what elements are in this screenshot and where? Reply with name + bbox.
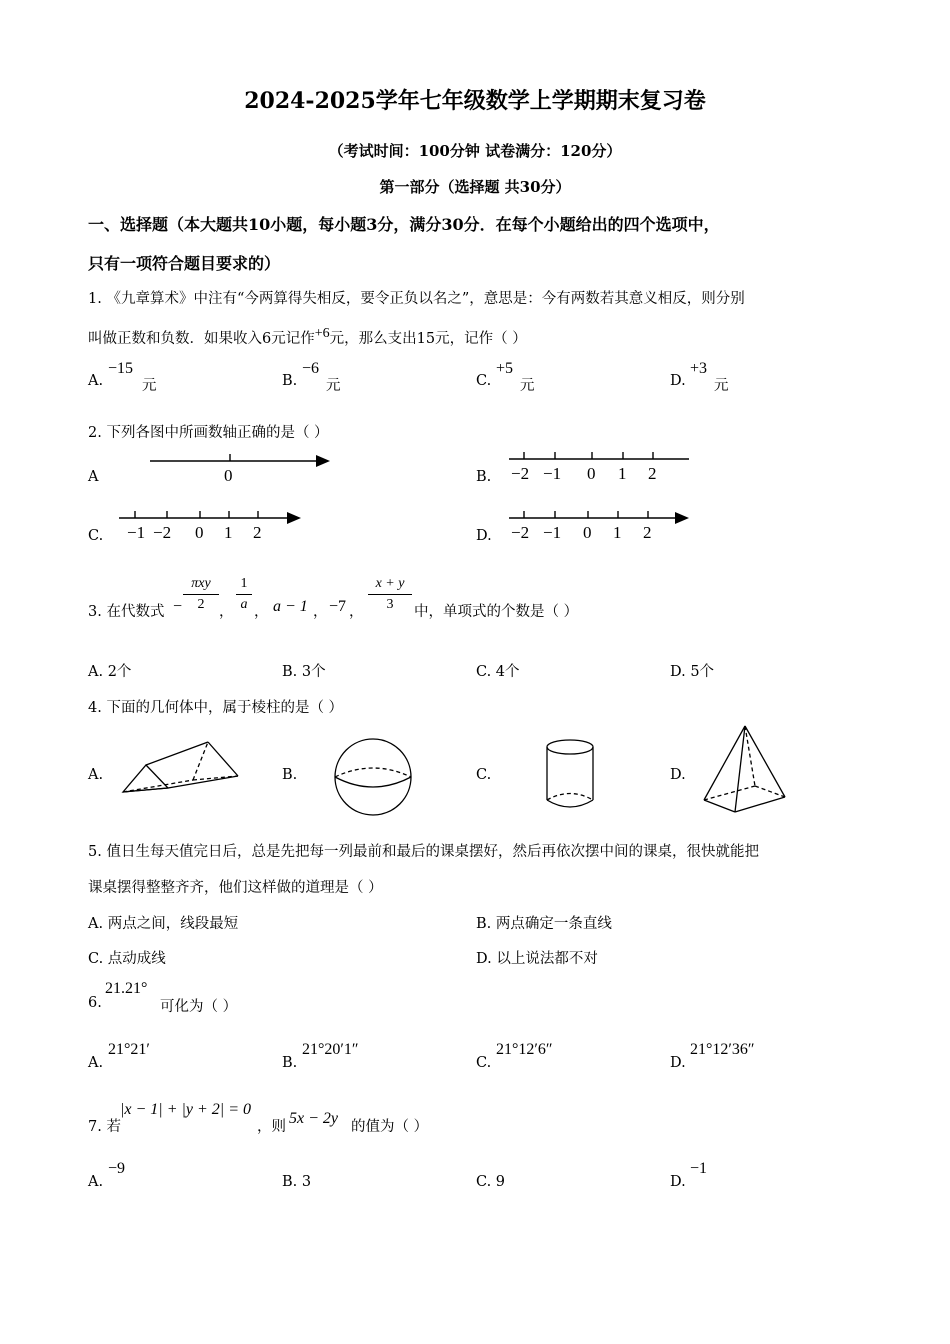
q3-option-d[interactable]: D. 5个 bbox=[670, 664, 715, 680]
exam-info: （考试时间：100分钟 试卷满分：120分） bbox=[328, 142, 622, 160]
q4-option-a[interactable]: A. bbox=[88, 767, 104, 783]
q2-a-tick-label: 0 bbox=[224, 466, 233, 485]
q7-option-b[interactable]: B. 3 bbox=[282, 1174, 312, 1190]
q1-math-plus6: +6 bbox=[314, 326, 330, 341]
part-one-heading: 第一部分（选择题 共30分） bbox=[379, 178, 571, 196]
section-heading-line1: 一、选择题（本大题共10小题，每小题3分，满分30分．在每个小题给出的四个选项中， bbox=[88, 215, 720, 234]
q5-stem-line1: 5. 值日生每天值完日后，总是先把每一列最前和最后的课桌摆好，然后再依次摆中间的课桌，很快就能把 bbox=[88, 844, 759, 860]
q1-option-a[interactable]: A. bbox=[88, 373, 104, 389]
q2-d-tick-5: 2 bbox=[643, 523, 652, 542]
q1-stem-line1: 1. 《九章算术》中注有“今两算得失相反，要令正负以名之”，意思是：今有两数若其意义相反，则分别 bbox=[88, 291, 745, 307]
q3-option-a[interactable]: A. 2个 bbox=[88, 664, 132, 680]
section-heading-line2: 只有一项符合题目要求的） bbox=[88, 254, 281, 273]
q5-option-d[interactable]: D. 以上说法都不对 bbox=[476, 951, 598, 967]
q2-d-tick-2: −1 bbox=[543, 523, 562, 542]
q3-option-b[interactable]: B. 3个 bbox=[282, 664, 326, 680]
q1-option-c-math: +5 bbox=[496, 360, 514, 377]
q6-stem-b: 可化为（ ） bbox=[160, 999, 238, 1015]
q4-option-d[interactable]: D. bbox=[670, 767, 686, 783]
q7-option-a-math: −9 bbox=[108, 1160, 126, 1177]
q1-option-a-unit: 元 bbox=[142, 378, 157, 394]
q2-c-tick-1: −1 bbox=[127, 523, 146, 542]
q3-sep-3: ， bbox=[313, 604, 328, 620]
q6-option-c-math: 21°12′6″ bbox=[496, 1041, 553, 1058]
q2-c-tick-5: 2 bbox=[253, 523, 262, 542]
q3-fraction-5: $\frac{x + y}{3}$ bbox=[368, 576, 412, 613]
q7-option-d[interactable]: D. bbox=[670, 1174, 686, 1190]
sphere-icon bbox=[330, 737, 420, 817]
q7-stem-a: 7. 若 bbox=[88, 1119, 121, 1135]
q3-expr-3: a − 1 bbox=[273, 598, 308, 615]
q2-d-tick-3: 0 bbox=[583, 523, 592, 542]
q6-math: 21.21° bbox=[105, 980, 148, 997]
q3-expr-4: −7 bbox=[329, 598, 347, 615]
pyramid-icon bbox=[700, 722, 790, 818]
q1-text-a: 叫做正数和负数．如果收入6元记作 bbox=[88, 330, 315, 347]
q1-option-b-math: −6 bbox=[302, 360, 320, 377]
triangular-prism-icon bbox=[118, 735, 243, 805]
q1-option-b[interactable]: B. bbox=[282, 373, 298, 389]
q1-option-c-unit: 元 bbox=[520, 378, 535, 394]
page-title: 2024-2025学年七年级数学上学期期末复习卷 bbox=[244, 88, 706, 114]
q7-expression-math: 5x − 2y bbox=[289, 1110, 338, 1127]
q6-option-d[interactable]: D. bbox=[670, 1055, 686, 1071]
q3-sep-1: ， bbox=[219, 604, 234, 620]
q6-option-b-math: 21°20′1″ bbox=[302, 1041, 359, 1058]
cylinder-icon bbox=[542, 737, 604, 813]
q6-number: 6. bbox=[88, 995, 102, 1011]
q3-stem-a: 3. 在代数式 bbox=[88, 604, 165, 620]
q1-text-b: 元，那么支出15元，记作（ ） bbox=[329, 330, 527, 347]
q5-option-a[interactable]: A. 两点之间，线段最短 bbox=[88, 916, 239, 932]
q5-option-c[interactable]: C. 点动成线 bbox=[88, 951, 166, 967]
q2-c-tick-3: 0 bbox=[195, 523, 204, 542]
q5-stem-line2: 课桌摆得整整齐齐，他们这样做的道理是（ ） bbox=[88, 880, 383, 896]
q5-option-b[interactable]: B. 两点确定一条直线 bbox=[476, 916, 612, 932]
q1-option-d[interactable]: D. bbox=[670, 373, 686, 389]
q4-stem: 4. 下面的几何体中，属于棱柱的是（ ） bbox=[88, 700, 344, 716]
q3-sep-4: ， bbox=[349, 604, 364, 620]
q2-axis-d bbox=[505, 506, 700, 546]
q3-stem-b: 中，单项式的个数是（ ） bbox=[414, 604, 579, 620]
q3-fraction-1: πxy 2 bbox=[183, 576, 219, 613]
q7-option-a[interactable]: A. bbox=[88, 1174, 104, 1190]
q1-option-b-unit: 元 bbox=[326, 378, 341, 394]
q7-condition-math: |x − 1| + |y + 2| = 0 bbox=[120, 1101, 251, 1118]
q2-d-tick-1: −2 bbox=[511, 523, 530, 542]
q2-option-d[interactable]: D. bbox=[476, 528, 492, 544]
q6-option-a[interactable]: A. bbox=[88, 1055, 104, 1071]
q6-option-a-math: 21°21′ bbox=[108, 1041, 150, 1058]
q7-stem-c: 的值为（ ） bbox=[351, 1119, 429, 1135]
q6-option-d-math: 21°12′36″ bbox=[690, 1041, 755, 1058]
q2-c-tick-2: −2 bbox=[153, 523, 172, 542]
q6-option-c[interactable]: C. bbox=[476, 1055, 492, 1071]
q3-fraction-2: $\frac{1}{a}$ bbox=[236, 576, 252, 613]
q1-option-d-math: +3 bbox=[690, 360, 708, 377]
q3-sep-2: ， bbox=[254, 604, 269, 620]
q4-option-b[interactable]: B. bbox=[282, 767, 298, 783]
q2-b-tick-5: 2 bbox=[648, 464, 657, 483]
q4-option-c[interactable]: C. bbox=[476, 767, 492, 783]
q2-b-tick-1: −2 bbox=[511, 464, 530, 483]
q2-option-a[interactable]: A bbox=[88, 469, 99, 485]
q7-stem-b: ，则 bbox=[257, 1119, 286, 1135]
q1-option-d-unit: 元 bbox=[714, 378, 729, 394]
q3-f1-sign: − bbox=[173, 598, 183, 615]
q2-b-tick-4: 1 bbox=[618, 464, 627, 483]
q1-stem-line2 bbox=[88, 326, 527, 348]
q2-axis-a bbox=[140, 448, 340, 488]
q2-b-tick-3: 0 bbox=[587, 464, 596, 483]
q7-option-c[interactable]: C. 9 bbox=[476, 1174, 506, 1190]
q2-d-tick-4: 1 bbox=[613, 523, 622, 542]
q1-option-c[interactable]: C. bbox=[476, 373, 492, 389]
q2-option-c[interactable]: C. bbox=[88, 528, 104, 544]
q7-option-d-math: −1 bbox=[690, 1160, 708, 1177]
q2-c-tick-4: 1 bbox=[224, 523, 233, 542]
q6-option-b[interactable]: B. bbox=[282, 1055, 298, 1071]
q2-option-b[interactable]: B. bbox=[476, 469, 492, 485]
q2-axis-c bbox=[115, 506, 310, 546]
q3-option-c[interactable]: C. 4个 bbox=[476, 664, 520, 680]
q2-b-tick-2: −1 bbox=[543, 464, 562, 483]
q2-axis-b bbox=[505, 448, 700, 488]
q2-stem: 2. 下列各图中所画数轴正确的是（ ） bbox=[88, 425, 329, 441]
q1-option-a-math: −15 bbox=[108, 360, 134, 377]
